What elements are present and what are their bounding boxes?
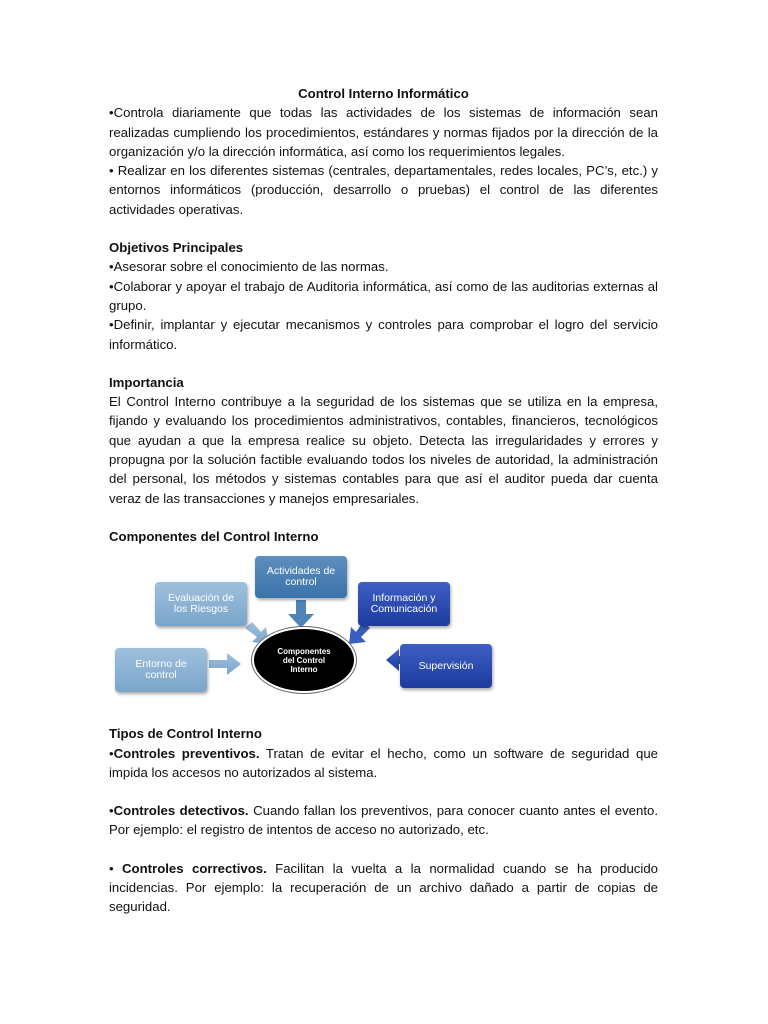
tipo-text: Tratan de evitar el hecho, como un software de seguridad que impida los accesos no autorizados al sistema. <box>109 745 658 780</box>
center-label: Componentes del Control Interno <box>277 646 331 674</box>
importancia-paragraph: El Control Interno contribuye a la seguridad de los sistemas que se utiliza en la empresa, fijando y evaluando los procedimientos administrativos, contables, financieros, tecnológicos que ayudan a que la empresa realice su objeto. Detecta las irregularidades y errores y propugna por la solución factible evaluando todos los niveles de autoridad, la administración del personal, los métodos y sistemas contables para que así el auditor pueda dar cuenta veraz de las transacciones y manejos empresariales. <box>109 394 658 506</box>
tipo-label: Controles preventivos. <box>113 745 260 761</box>
objetivo-item: •Definir, implantar y ejecutar mecanismos y controles para comprobar el logro del servicio informático. <box>109 317 658 352</box>
arrow-actividades <box>288 600 314 628</box>
componentes-center-ellipse <box>254 629 354 691</box>
tipo-item <box>109 744 658 783</box>
tipo-label: Controles detectivos. <box>113 803 249 819</box>
tipo-item <box>109 801 658 840</box>
evaluacion-box <box>155 582 247 626</box>
intro-paragraph-1: •Controla diariamente que todas las actividades de los sistemas de información sean realizadas cumpliendo los procedimientos, estándares y normas fijados por la dirección de la organización y/o la dirección informática, así como los requerimientos legales. <box>109 105 658 159</box>
importancia-heading: Importancia <box>109 374 184 390</box>
informacion-label: Información y Comunicación <box>370 592 438 616</box>
tipos-heading: Tipos de Control Interno <box>109 726 262 742</box>
tipo-text: Cuando fallan los preventivos, para conocer cuanto antes el evento. Por ejemplo: el registro de intentos de acceso no autorizado, etc. <box>109 803 658 838</box>
tipo-text: Facilitan la vuelta a la normalidad cuando se ha producido incidencias. Por ejemplo: la recuperación de un archivo dañado a partir de copias de seguridad. <box>109 860 658 915</box>
document-body <box>109 84 658 917</box>
actividades-box <box>255 556 347 598</box>
objetivo-item: •Colaborar y apoyar el trabajo de Auditoria informática, así como de las auditorias externas al grupo. <box>109 278 658 313</box>
tipo-item <box>109 859 658 917</box>
arrow-entorno <box>209 653 241 675</box>
actividades-label: Actividades de control <box>266 565 336 589</box>
tipo-label: Controles correctivos. <box>122 860 267 876</box>
componentes-diagram <box>109 552 658 712</box>
componentes-heading: Componentes del Control Interno <box>109 528 319 544</box>
tipo-bullet: • <box>109 803 114 819</box>
tipo-bullet: • <box>109 860 123 876</box>
entorno-box <box>115 648 207 692</box>
informacion-box <box>358 582 450 626</box>
tipo-bullet: • <box>109 745 114 761</box>
evaluacion-label: Evaluación de los Riesgos <box>168 592 234 616</box>
objetivo-item: •Asesorar sobre el conocimiento de las normas. <box>109 259 389 275</box>
supervision-box <box>400 644 492 688</box>
entorno-label: Entorno de control <box>135 658 187 682</box>
document-title: Control Interno Informático <box>298 86 469 101</box>
objetivos-heading: Objetivos Principales <box>109 240 244 256</box>
intro-paragraph-2: • Realizar en los diferentes sistemas (centrales, departamentales, redes locales, PC’s, etc.) y entornos informáticos (producción, desarrollo o pruebas) el control de las diferentes actividades operativas. <box>109 163 658 217</box>
supervision-label: Supervisión <box>418 659 474 672</box>
